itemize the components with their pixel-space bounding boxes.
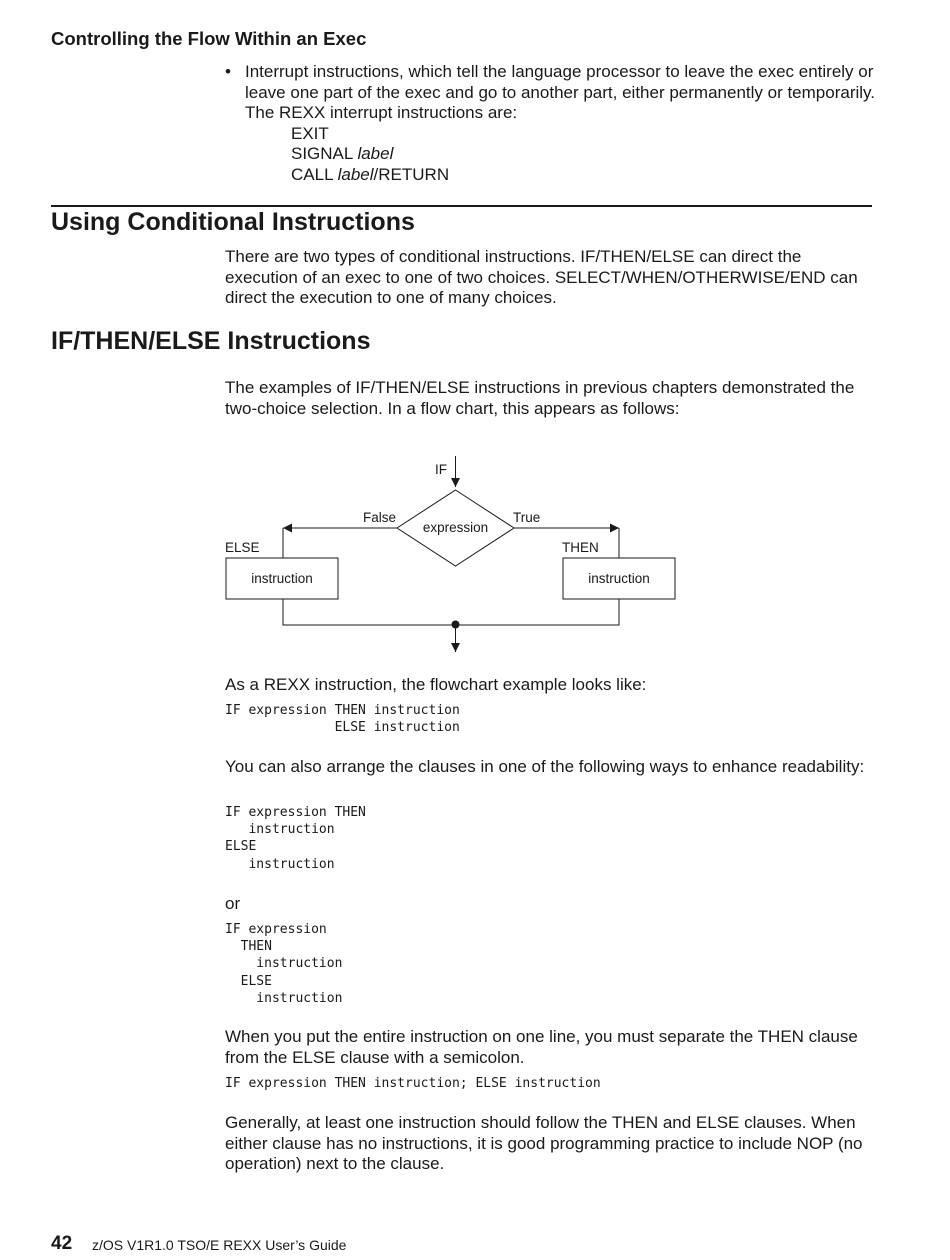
nop-paragraph: Generally, at least one instruction should follow the THEN and ELSE clauses. When either clause has no instructions, it is good programming practice to include NOP (no operation) next to the clause. bbox=[225, 1113, 863, 1173]
conditional-intro-paragraph: There are two types of conditional instructions. IF/THEN/ELSE can direct the execution of an exec to one of two choices. SELECT/WHEN/OTHERWISE/END can direct the execution to one of many choices. bbox=[225, 247, 858, 307]
rexx-example-paragraph: As a REXX instruction, the flowchart example looks like: bbox=[225, 675, 647, 694]
call-label: label bbox=[337, 164, 374, 184]
decision-label: expression bbox=[422, 520, 489, 535]
one-line-paragraph: When you put the entire instruction on one line, you must separate the THEN clause from the ELSE clause with a semicolon. bbox=[225, 1027, 858, 1067]
true-label: True bbox=[513, 510, 541, 525]
call-keyword: CALL bbox=[291, 164, 338, 184]
merge-point bbox=[452, 621, 460, 629]
running-header: Controlling the Flow Within an Exec bbox=[51, 28, 367, 49]
call-return: /RETURN bbox=[373, 164, 450, 184]
section-heading-conditional: Using Conditional Instructions bbox=[51, 208, 415, 236]
readability-paragraph: You can also arrange the clauses in one of the following ways to enhance readability: bbox=[225, 757, 865, 776]
false-label: False bbox=[363, 510, 397, 525]
bullet-text: Interrupt instructions, which tell the language processor to leave the exec entirely or leave one part of the exec and go to another part, either permanently or temporarily. The REXX interrupt instructions are: bbox=[245, 62, 875, 122]
code-example-2: IF expression THEN instruction ELSE instruction bbox=[225, 805, 366, 872]
code-example-1: IF expression THEN instruction ELSE instruction bbox=[225, 703, 460, 736]
then-label: THEN bbox=[562, 540, 599, 555]
flowchart-intro-paragraph: The examples of IF/THEN/ELSE instructions in previous chapters demonstrated the two-choice selection. In a flow chart, this appears as follows: bbox=[225, 378, 855, 418]
bullet-marker: • bbox=[225, 62, 231, 81]
exit-line: EXIT bbox=[291, 123, 329, 143]
if-label: IF bbox=[435, 462, 447, 477]
signal-label: label bbox=[357, 144, 394, 163]
else-label: ELSE bbox=[225, 540, 260, 555]
else-box-label: instruction bbox=[251, 571, 313, 586]
merge-line bbox=[283, 599, 619, 625]
section-heading-if-then-else: IF/THEN/ELSE Instructions bbox=[51, 327, 371, 355]
code-example-4: IF expression THEN instruction; ELSE instruction bbox=[225, 1076, 601, 1091]
book-title: z/OS V1R1.0 TSO/E REXX User’s Guide bbox=[92, 1237, 347, 1253]
page-number: 42 bbox=[51, 1233, 73, 1254]
then-box-label: instruction bbox=[588, 571, 650, 586]
code-example-3: IF expression THEN instruction ELSE instruction bbox=[225, 922, 343, 1006]
or-text: or bbox=[225, 894, 241, 913]
signal-keyword: SIGNAL bbox=[291, 144, 358, 163]
